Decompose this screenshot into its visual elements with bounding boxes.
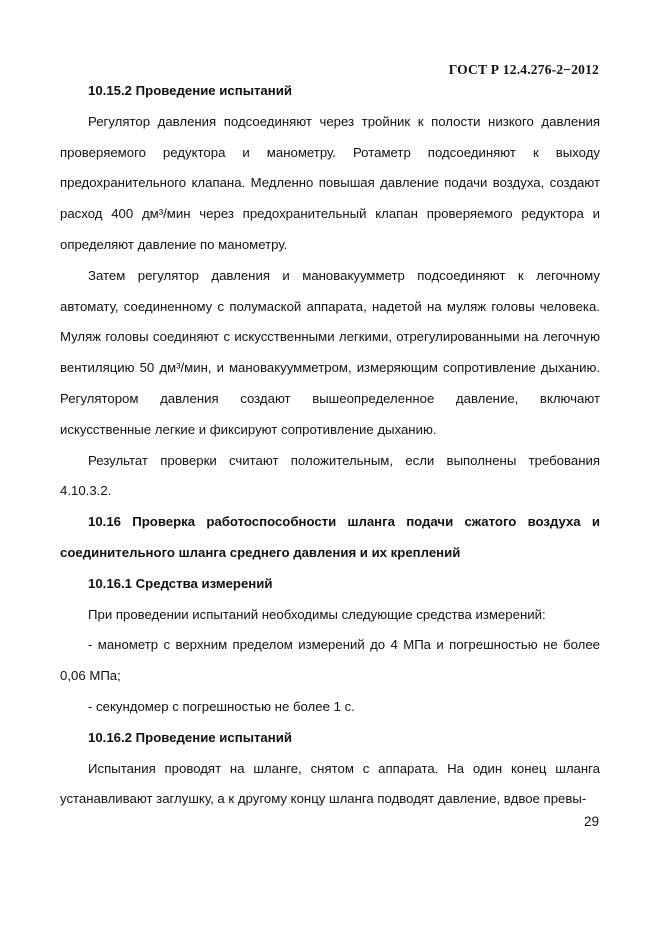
paragraph-hose-test: Испытания проводят на шланге, снятом с аппарата. На один конец шланга устанавливают заглушку, а к другому концу шланга подводят давление, вдвое превы- <box>60 760 600 807</box>
page-number: 29 <box>583 814 599 829</box>
document-code: ГОСТ Р 12.4.276-2−2012 <box>448 62 599 77</box>
section-heading-10-16-1: 10.16.1 Средства измерений <box>88 575 273 591</box>
document-body <box>60 76 600 815</box>
section-heading-10-16: 10.16 Проверка работоспособности шланга подачи сжатого воздуха и соединительного шланга среднего давления и их креплений <box>60 514 600 560</box>
list-item-manometer: - манометр с верхним пределом измерений до 4 МПа и погрешностью не более 0,06 МПа; <box>60 637 600 684</box>
paragraph-measuring-instruments: При проведении испытаний необходимы следующие средства измерений: <box>88 606 546 622</box>
section-heading-10-15-2: 10.15.2 Проведение испытаний <box>88 83 292 98</box>
paragraph-test-result: Результат проверки считают положительным, если выполнены требования 4.10.3.2. <box>60 452 600 499</box>
paragraph-breathing-resistance: Затем регулятор давления и мановакуумметр подсоединяют к легочному автомату, соединенному с полумаской аппарата, надетой на муляж головы человека. Муляж головы соединяют с искусственными легкими, отрегулированными на легочную вентиляцию 50 дм³/мин, и мановакуумметром, измеряющим сопротивление дыханию. Регулятором давления создают вышеопределенное давление, включают искусственные легкие и фиксируют сопротивление дыханию. <box>60 267 600 437</box>
section-heading-10-16-2: 10.16.2 Проведение испытаний <box>88 729 292 745</box>
list-item-stopwatch: - секундомер с погрешностью не более 1 с. <box>88 698 355 714</box>
paragraph-pressure-regulator: Регулятор давления подсоединяют через тройник к полости низкого давления проверяемого редуктора и манометру. Ротаметр подсоединяют к выходу предохранительного клапана. Медленно повышая давление подачи воздуха, создают расход 400 дм³/мин через предохранительный клапан проверяемого редуктора и определяют давление по манометру. <box>60 113 600 252</box>
